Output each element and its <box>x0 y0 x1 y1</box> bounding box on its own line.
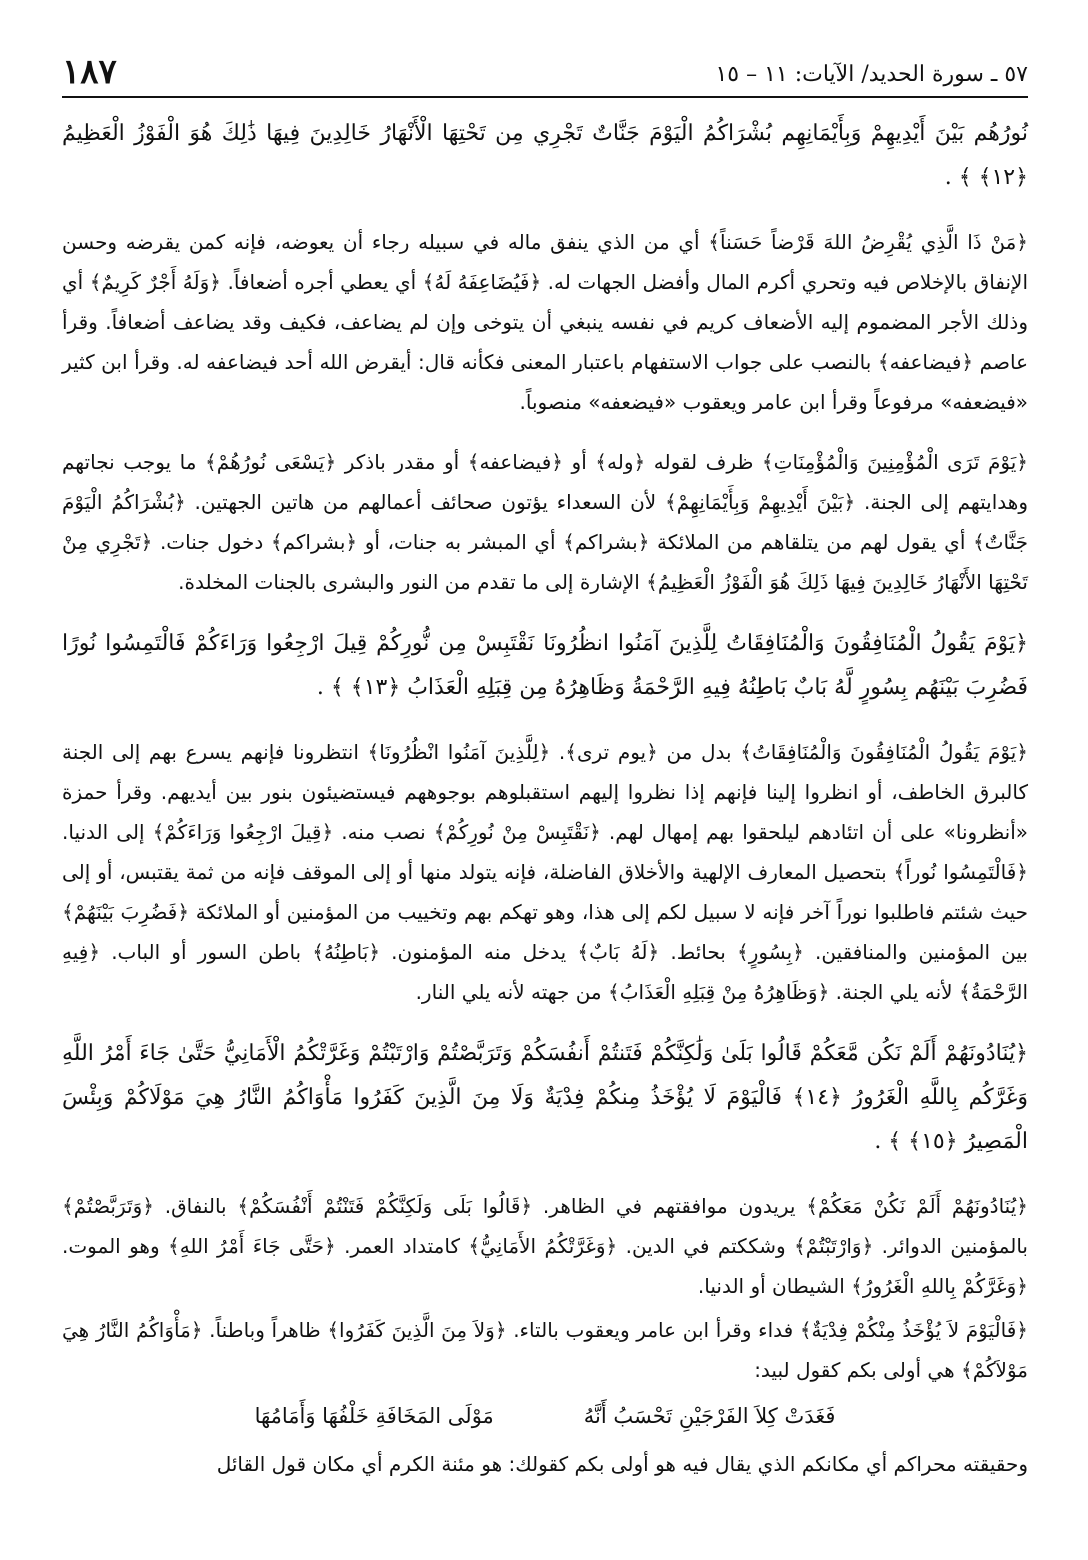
quran-verse-13: ﴿يَوْمَ يَقُولُ الْمُنَافِقُونَ وَالْمُنَافِقَاتُ لِلَّذِينَ آمَنُوا انظُرُونَا نَقْتَبِسْ مِن نُّورِكُمْ قِيلَ ارْجِعُوا وَرَاءَكُمْ فَالْتَمِسُوا نُورًا فَضُرِبَ بَيْنَهُم بِسُورٍ لَّهُ بَابٌ بَاطِنُهُ فِيهِ الرَّحْمَةُ وَظَاهِرُهُ مِن قِبَلِهِ الْعَذَابُ ﴿١٣﴾ ﴾ . <box>62 631 1028 700</box>
page-body <box>62 98 1028 1484</box>
commentary-paragraph-verse-15: ﴿فَالْيَوْمَ لاَ يُؤْخَذُ مِنْكُمْ فِدْيَةٌ﴾ فداء وقرأ ابن عامر ويعقوب بالتاء. ﴿وَلاَ مِنَ الَّذِينَ كَفَرُوا﴾ ظاهراً وباطناً. ﴿مَأْوَاكُمُ النَّارُ هِيَ مَوْلاَكُمْ﴾ هي أولى بكم كقول لبيد: <box>62 1318 1028 1382</box>
poetry-verse <box>62 1394 1028 1438</box>
quran-verses-14-15: ﴿يُنَادُونَهُمْ أَلَمْ نَكُن مَّعَكُمْ قَالُوا بَلَىٰ وَلَٰكِنَّكُمْ فَتَنتُمْ أَنفُسَكُمْ وَتَرَبَّصْتُمْ وَارْتَبْتُمْ وَغَرَّتْكُمُ الْأَمَانِيُّ حَتَّىٰ جَاءَ أَمْرُ اللَّهِ وَغَرَّكُم بِاللَّهِ الْغَرُورُ ﴿١٤﴾ فَالْيَوْمَ لَا يُؤْخَذُ مِنكُمْ فِدْيَةٌ وَلَا مِنَ الَّذِينَ كَفَرُوا مَأْوَاكُمُ النَّارُ هِيَ مَوْلَاكُمْ وَبِئْسَ الْمَصِيرُ ﴿١٥﴾ ﴾ . <box>62 1041 1028 1154</box>
running-title: ٥٧ ـ سورة الحديد/ الآيات: ١١ – ١٥ <box>715 62 1028 87</box>
closing-line: وحقيقته محراكم أي مكانكم الذي يقال فيه هو أولى بكم كقولك: هو مئنة الكرم أي مكان قول القائل <box>216 1452 1028 1476</box>
quran-verse-12-end: نُورُهُم بَيْنَ أَيْدِيهِمْ وَبِأَيْمَانِهِم بُشْرَاكُمُ الْيَوْمَ جَنَّاتٌ تَجْرِي مِن تَحْتِهَا الْأَنْهَارُ خَالِدِينَ فِيهَا ذَٰلِكَ هُوَ الْفَوْزُ الْعَظِيمُ ﴿١٢﴾ ﴾ . <box>62 121 1028 190</box>
commentary-paragraph-verse-14: ﴿يُنَادُونَهُمْ أَلَمْ نَكُنْ مَعَكُمْ﴾ يريدون موافقتهم في الظاهر. ﴿قَالُوا بَلَى وَلَكِنَّكُمْ فَتَنْتُمْ أَنْفُسَكُمْ﴾ بالنفاق. ﴿وَتَرَبَّصْتُمْ﴾ بالمؤمنين الدوائر. ﴿وَارْتَبْتُمْ﴾ وشككتم في الدين. ﴿وَغَرَّتْكُمُ الأَمَانِيُّ﴾ كامتداد العمر. ﴿حَتَّى جَاءَ أَمْرُ اللهِ﴾ وهو الموت. ﴿وَغَرَّكُمْ بِاللهِ الْغَرُورُ﴾ الشيطان أو الدنيا. <box>62 1194 1028 1298</box>
commentary-paragraph-verse-11: ﴿مَنْ ذَا الَّذِي يُقْرِضُ اللهَ قَرْضاً حَسَناً﴾ أي من الذي ينفق ماله في سبيله رجاء أن يعوضه، فإنه كمن يقرضه وحسن الإنفاق بالإخلاص فيه وتحري أكرم المال وأفضل الجهات له. ﴿فَيُضَاعِفَهُ لَهُ﴾ أي يعطي أجره أضعافاً. ﴿وَلَهُ أَجْرٌ كَرِيمٌ﴾ أي وذلك الأجر المضموم إليه الأضعاف كريم في نفسه ينبغي أن يتوخى وإن لم يضاعف، فكيف وقد يضاعف أضعافاً. وقرأ عاصم ﴿فيضاعفه﴾ بالنصب على جواب الاستفهام باعتبار المعنى فكأنه قال: أيقرض الله أحد فيضاعفه له. وقرأ ابن كثير «فيضعفه» مرفوعاً وقرأ ابن عامر ويعقوب «فيضعفه» منصوباً. <box>62 230 1028 414</box>
page-number: ١٨٧ <box>62 52 117 92</box>
commentary-paragraph-verse-13: ﴿يَوْمَ يَقُولُ الْمُنَافِقُونَ وَالْمُنَافِقَاتُ﴾ بدل من ﴿يوم ترى﴾. ﴿لِلَّذِينَ آمَنُوا انْظُرُونَا﴾ انتظرونا فإنهم يسرع بهم إلى الجنة كالبرق الخاطف، أو انظروا إلينا فإنهم إذا نظروا إليهم استقبلوهم بوجوههم فيستضيئون بنور بين أيديهم. وقرأ حمزة «أنظرونا» على أن اتئادهم ليلحقوا بهم إمهال لهم. ﴿نَقْتَبِسْ مِنْ نُورِكُمْ﴾ نصب منه. ﴿قِيلَ ارْجِعُوا وَرَاءَكُمْ﴾ إلى الدنيا. ﴿فَالْتَمِسُوا نُوراً﴾ بتحصيل المعارف الإلهية والأخلاق الفاضلة، فإنه يتولد منها أو إلى الموقف فإنه من ثمة يقتبس، أو إلى حيث شئتم فاطلبوا نوراً آخر فإنه لا سبيل لكم إلى هذا، وهو تهكم بهم وتخييب من المؤمنين أو الملائكة ﴿فَضُرِبَ بَيْنَهُمْ﴾ بين المؤمنين والمنافقين. ﴿بِسُورٍ﴾ بحائط. ﴿لَهُ بَابٌ﴾ يدخل منه المؤمنون. ﴿بَاطِنُهُ﴾ باطن السور أو الباب. ﴿فِيهِ الرَّحْمَةُ﴾ لأنه يلي الجنة. ﴿وَظَاهِرُهُ مِنْ قِبَلِهِ الْعَذَابُ﴾ من جهته لأنه يلي النار. <box>62 740 1028 1004</box>
poem-first-hemistich: فَغَدَتْ كِلاَ الفَرْجَيْنِ تَحْسَبُ أَنَّهُ <box>583 1404 836 1428</box>
book-page <box>62 50 1028 1488</box>
poem-second-hemistich: مَوْلَى المَخَافَةِ خَلْفُهَا وَأَمَامُهَا <box>254 1404 494 1428</box>
commentary-paragraph-verse-12: ﴿يَوْمَ تَرَى الْمُؤْمِنِينَ وَالْمُؤْمِنَاتِ﴾ ظرف لقوله ﴿وله﴾ أو ﴿فيضاعفه﴾ أو مقدر باذكر ﴿يَسْعَى نُورُهُمْ﴾ ما يوجب نجاتهم وهدايتهم إلى الجنة. ﴿بَيْنَ أَيْدِيهِمْ وَبِأَيْمَانِهِمْ﴾ لأن السعداء يؤتون صحائف أعمالهم من هاتين الجهتين. ﴿بُشْرَاكُمُ الْيَوْمَ جَنَّاتٌ﴾ أي يقول لهم من يتلقاهم من الملائكة ﴿بشراكم﴾ أي المبشر به جنات، أو ﴿بشراكم﴾ دخول جنات. ﴿تَجْرِي مِنْ تَحْتِهَا الأَنْهَارُ خَالِدِينَ فِيهَا ذَلِكَ هُوَ الْفَوْزُ الْعَظِيمُ﴾ الإشارة إلى ما تقدم من النور والبشرى بالجنات المخلدة. <box>62 450 1028 594</box>
page-header <box>62 50 1028 98</box>
